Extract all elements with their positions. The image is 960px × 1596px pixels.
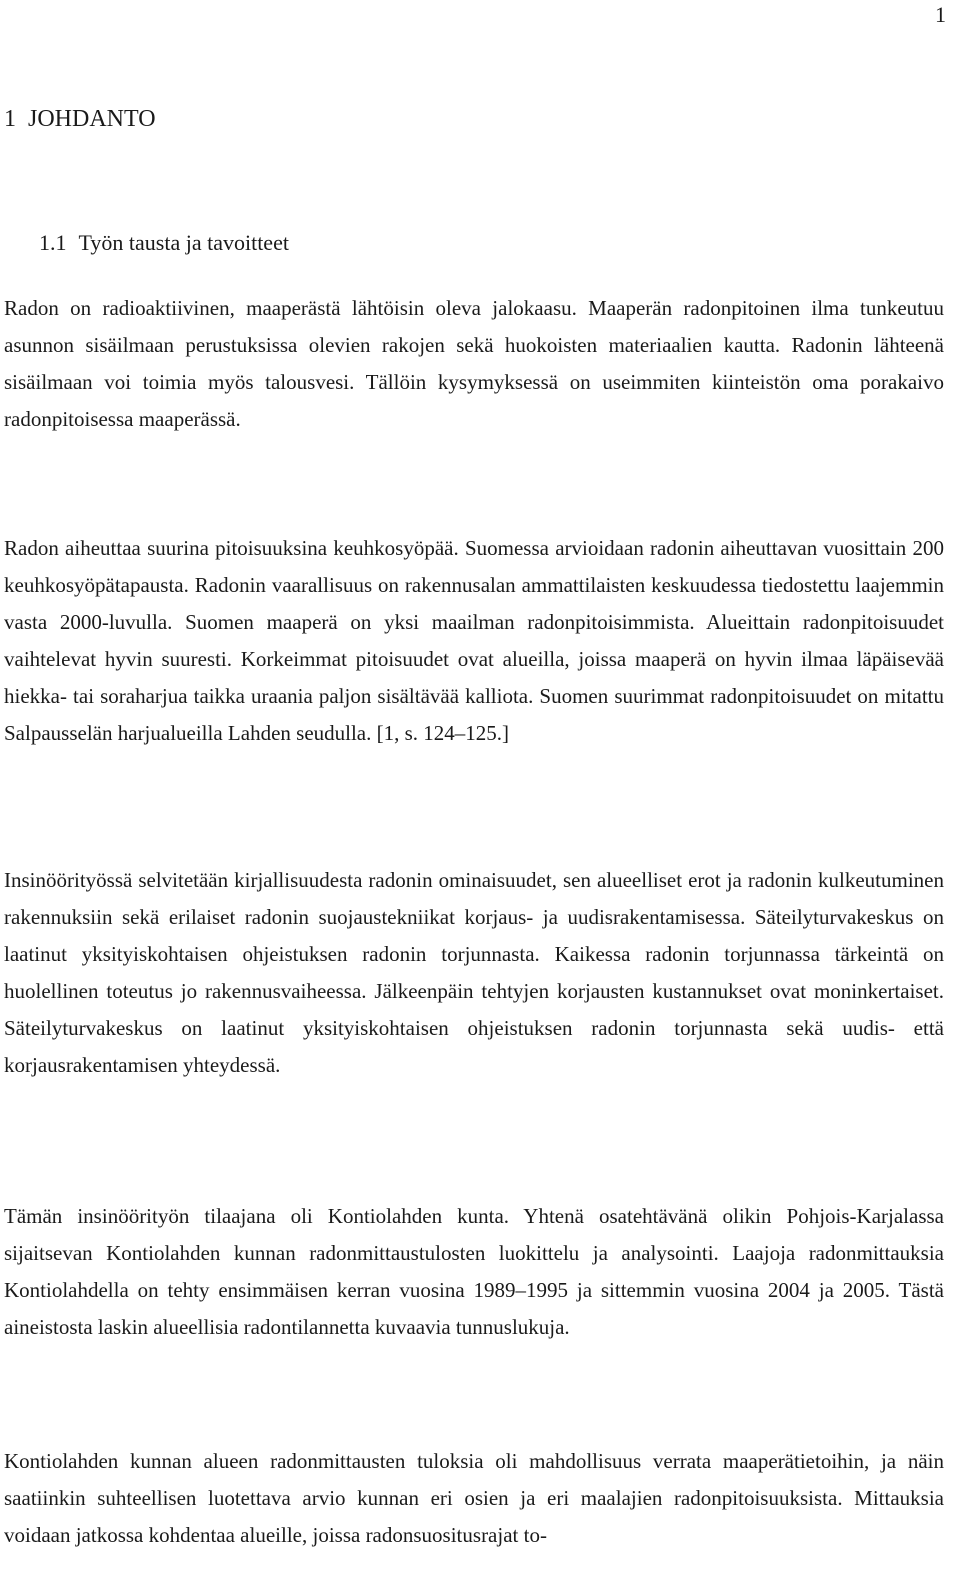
chapter-heading	[4, 103, 156, 135]
paragraph-block-5	[4, 1443, 944, 1554]
paragraph: Tämän insinöörityön tilaajana oli Kontiolahden kunta. Yhtenä osatehtävänä olikin Pohjois-Karjalassa sijaitsevan Kontiolahden kunnan radonmittaustulosten luokittelu ja analysointi. Laajoja radonmittauksia Kontiolahdella on tehty ensimmäisen kerran vuosina 1989–1995 ja sittemmin vuosina 2004 ja 2005. Tästä aineistosta laskin alueellisia radontilannetta kuvaavia tunnuslukuja.	[4, 1204, 944, 1340]
chapter-number: 1	[4, 106, 16, 132]
paragraph-block-1	[4, 290, 944, 438]
paragraph-block-4	[4, 1198, 944, 1346]
page-number: 1	[935, 2, 946, 27]
section-title: Työn tausta ja tavoitteet	[78, 230, 289, 255]
paragraph: Radon aiheuttaa suurina pitoisuuksina keuhkosyöpää. Suomessa arvioidaan radonin aiheuttavan vuosittain 200 keuhkosyöpätapausta. Radonin vaarallisuus on rakennusalan ammattilaisten keskuudessa tiedostettu laajemmin vasta 2000-luvulla. Suomen maaperä on yksi maailman radonpitoisimmista. Alueittain radonpitoisuudet vaihtelevat hyvin suuresti. Korkeimmat pitoisuudet ovat alueilla, joissa maaperä on hyvin ilmaa läpäisevää hiekka- tai soraharjua taikka uraania paljon sisältävää kalliota. Suomen suurimmat radonpitoisuudet on mitattu Salpausselän harjualueilla Lahden seudulla. [1, s. 124–125.]	[4, 536, 944, 746]
paragraph: Insinöörityössä selvitetään kirjallisuudesta radonin ominaisuudet, sen alueelliset erot ja radonin kulkeutuminen rakennuksiin sekä erilaiset radonin suojaustekniikat korjaus- ja uudisrakentamisessa. Säteilyturvakeskus on laatinut yksityiskohtaisen ohjeistuksen radonin torjunnasta. Kaikessa radonin torjunnassa tärkeintä on huolellinen toteutus jo rakennusvaiheessa. Jälkeenpäin tehtyjen korjausten kustannukset ovat moninkertaiset. Säteilyturvakeskus on laatinut yksityiskohtaisen ohjeistuksen radonin torjunnasta sekä uudis- että korjausrakentamisen yhteydessä.	[4, 868, 944, 1078]
paragraph-block-2	[4, 530, 944, 753]
section-heading	[39, 228, 289, 258]
section-number: 1.1	[39, 230, 67, 255]
chapter-title: JOHDANTO	[28, 106, 156, 132]
paragraph-block-3	[4, 862, 944, 1085]
paragraph: Radon on radioaktiivinen, maaperästä lähtöisin oleva jalokaasu. Maaperän radonpitoinen ilma tunkeutuu asunnon sisäilmaan perustuksissa olevien rakojen sekä huokoisten materiaalien kautta. Radonin lähteenä sisäilmaan voi toimia myös talousvesi. Tällöin kysymyksessä on useimmiten kiinteistön oma porakaivo radonpitoisessa maaperässä.	[4, 296, 944, 432]
paragraph: Kontiolahden kunnan alueen radonmittausten tuloksia oli mahdollisuus verrata maaperätietoihin, ja näin saatiinkin suhteellisen luotettava arvio kunnan eri osien ja eri maalajien radonpitoisuuksista. Mittauksia voidaan jatkossa kohdentaa alueille, joissa radonsuositusrajat to-	[4, 1449, 944, 1548]
